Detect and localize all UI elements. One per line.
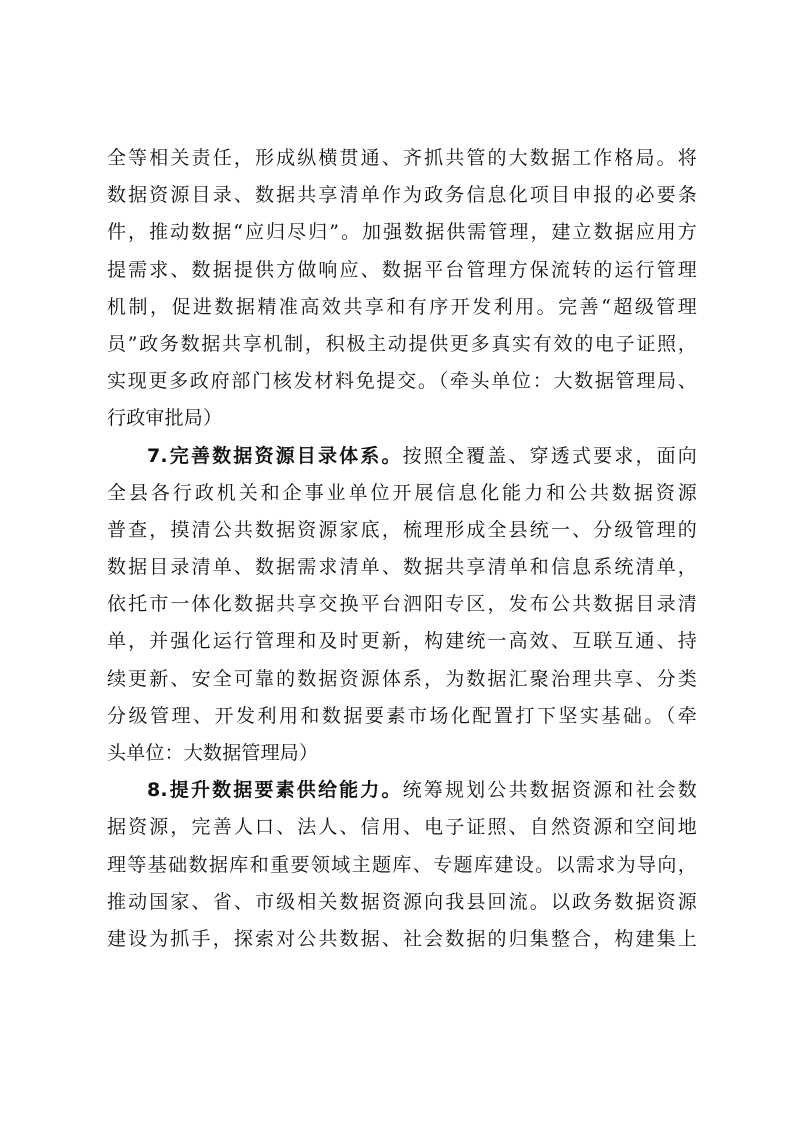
- text-line: 全等相关责任，形成纵横贯通、齐抓共管的大数据工作格局。将: [107, 147, 697, 169]
- text-line: 数据目录清单、数据需求清单、数据共享清单和信息系统清单，: [107, 556, 697, 579]
- text-line: 理等基础数据库和重要领域主题库、专题库建设。以需求为导向，: [107, 853, 697, 876]
- text-line: 据资源，完善人口、法人、信用、电子证照、自然资源和空间地: [107, 816, 697, 839]
- paragraph: [107, 140, 697, 438]
- text-line: 分级管理、开发利用和数据要素市场化配置打下坚实基础。（牵: [107, 704, 697, 727]
- text-line: 续更新、安全可靠的数据资源体系，为数据汇聚治理共享、分类: [107, 667, 697, 690]
- text-line: [107, 772, 697, 809]
- document-body: [107, 140, 697, 958]
- text-line: 全县各行政机关和企事业单位开展信息化能力和公共数据资源: [107, 481, 697, 504]
- text-line: [107, 438, 697, 475]
- text-run: 按照全覆盖、穿透式要求，面向: [402, 444, 697, 467]
- text-line: 机制，促进数据精准高效共享和有序开发利用。完善“超级管理: [107, 295, 697, 318]
- text-line: 件，推动数据“应归尽归”。加强数据供需管理，建立数据应用方: [107, 221, 697, 244]
- text-line: 实现更多政府部门核发材料免提交。（牵头单位：大数据管理局、: [107, 370, 697, 393]
- text-line: 头单位：大数据管理局）: [107, 742, 319, 764]
- text-line: 推动国家、省、市级相关数据资源向我县回流。以政务数据资源: [107, 890, 697, 913]
- text-line: 员”政务数据共享机制，积极主动提供更多真实有效的电子证照，: [107, 332, 697, 355]
- text-line: 行政审批局）: [107, 407, 223, 430]
- paragraph: [107, 772, 697, 958]
- text-line: 依托市一体化数据共享交换平台泗阳专区，发布公共数据目录清: [107, 593, 697, 616]
- paragraph: [107, 438, 697, 773]
- section-heading: 8.提升数据要素供给能力。: [147, 779, 403, 802]
- text-line: 提需求、数据提供方做响应、数据平台管理方保流转的运行管理: [107, 258, 697, 281]
- section-heading: 7.完善数据资源目录体系。: [147, 444, 403, 467]
- text-line: 建设为抓手，探索对公共数据、社会数据的归集整合，构建集上: [107, 927, 697, 950]
- text-line: 单，并强化运行管理和及时更新，构建统一高效、互联互通、持: [107, 630, 697, 653]
- text-run: 统筹规划公共数据资源和社会数: [402, 779, 697, 802]
- text-line: 普查，摸清公共数据资源家底，梳理形成全县统一、分级管理的: [107, 518, 697, 541]
- text-line: 数据资源目录、数据共享清单作为政务信息化项目申报的必要条: [107, 184, 697, 207]
